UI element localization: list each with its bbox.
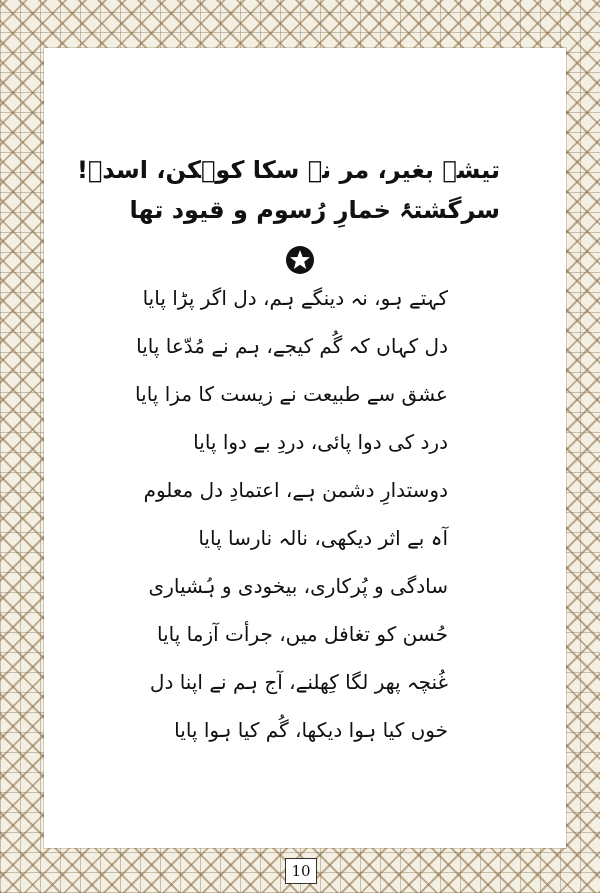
ghazal-line: دوستدارِ دشمن ہے، اعتمادِ دل معلوم xyxy=(143,478,448,502)
ghazal-line: درد کی دوا پائی، دردِ بے دوا پایا xyxy=(193,430,448,454)
couplet-line-1: تیشے بغیر، مر نہ سکا کوہکن، اسدؔ! xyxy=(76,156,500,184)
page-panel xyxy=(44,48,566,848)
couplet-line-2: سرگشتۂ خمارِ رُسوم و قیود تھا xyxy=(129,196,500,224)
ghazal-line: آہ بے اثر دیکھی، نالہ نارسا پایا xyxy=(198,526,448,550)
ghazal-line: سادگی و پُرکاری، بیخودی و ہُشیاری xyxy=(148,574,448,598)
ghazal-line: غُنچہ پھر لگا کِھلنے، آج ہم نے اپنا دل xyxy=(149,670,448,694)
ghazal-line: کہتے ہو، نہ دینگے ہم، دل اگر پڑا پایا xyxy=(142,286,448,310)
page-number: 10 xyxy=(285,858,317,884)
ghazal-line: خوں کیا ہوا دیکھا، گُم کیا ہوا پایا xyxy=(174,718,448,742)
ghazal-line: دل کہاں کہ گُم کیجے، ہم نے مُدّعا پایا xyxy=(136,334,448,358)
ghazal-line: عشق سے طبیعت نے زیست کا مزا پایا xyxy=(135,382,448,406)
ghazal-line: حُسن کو تغافل میں، جرأت آزما پایا xyxy=(157,622,448,646)
star-icon xyxy=(285,245,315,275)
